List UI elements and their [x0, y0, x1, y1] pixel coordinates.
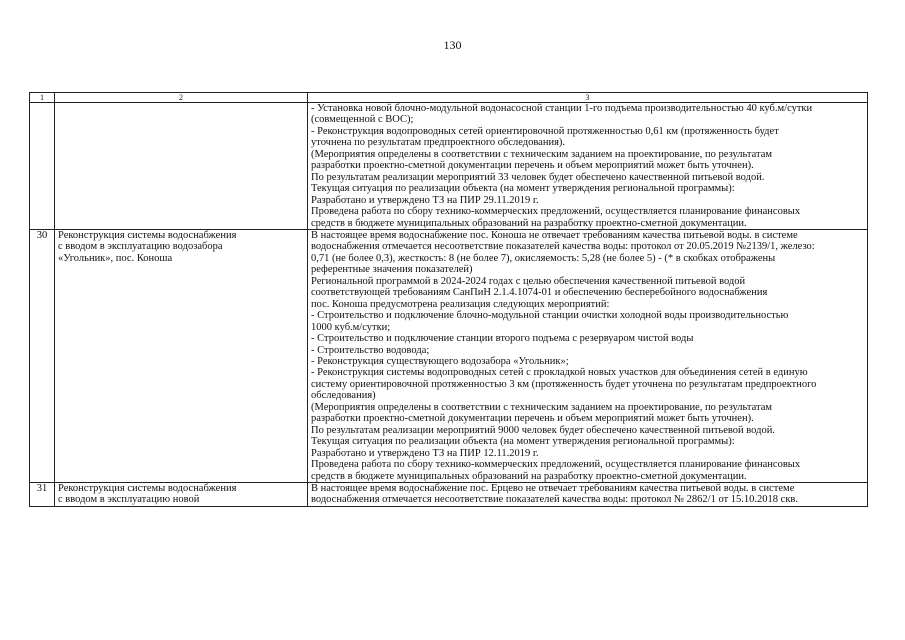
description-line: По результатам реализации мероприятий 9000 человек будет обеспечено качественной питьевой водой.: [311, 424, 775, 436]
description-line: Текущая ситуация по реализации объекта (на момент утверждения региональной программы):: [311, 436, 735, 448]
object-name-line: Реконструкция системы водоснабжения: [58, 482, 237, 494]
row-number-cell: 31: [30, 482, 55, 506]
description-line: 1000 куб.м/сутки;: [311, 321, 391, 333]
description-line: Разработано и утверждено ТЗ на ПИР 29.11.2019 г.: [311, 194, 539, 206]
column-header-1: 1: [30, 93, 55, 103]
description-line: В настоящее время водоснабжение пос. Ерцево не отвечает требованиям качества питьевой воды. в системе: [311, 482, 795, 494]
description-line: (совмещенной с ВОС);: [311, 114, 414, 126]
object-name-line: с вводом в эксплуатацию новой: [58, 494, 200, 506]
description-line: Региональной программой в 2024-2024 годах с целью обеспечения качественной питьевой водой: [311, 275, 746, 287]
object-name-cell: [55, 482, 308, 506]
description-line: соответствующей требованиям СанПиН 2.1.4.1074-01 и обеспечению бесперебойного водоснабжения: [311, 287, 768, 299]
description-line: - Реконструкция водопроводных сетей ориентировочной протяженностью 0,61 км (протяженность будет: [311, 125, 779, 137]
program-table: [29, 92, 868, 507]
description-line: В настоящее время водоснабжение пос. Коноша не отвечает требованиям качества питьевой воды. в системе: [311, 229, 798, 241]
description-cell: [308, 482, 868, 506]
description-line: (Мероприятия определены в соответствии с техническим заданием на проектирование, по результатам: [311, 401, 773, 413]
description-line: (Мероприятия определены в соответствии с техническим заданием на проектирование, по результатам: [311, 148, 773, 160]
description-line: референтные значения показателей): [311, 264, 473, 276]
column-header-3: 3: [308, 93, 868, 103]
row-number-cell: [30, 103, 55, 230]
description-line: Проведена работа по сбору технико-коммерческих предложений, осуществляется планирование финансовых: [311, 206, 801, 218]
column-number-header: [30, 93, 868, 103]
description-line: пос. Коноша предусмотрена реализация следующих мероприятий:: [311, 298, 610, 310]
object-name-cell: [55, 229, 308, 482]
description-line: Разработано и утверждено ТЗ на ПИР 12.11.2019 г.: [311, 447, 539, 459]
description-line: Текущая ситуация по реализации объекта (на момент утверждения региональной программы):: [311, 183, 735, 195]
description-line: систему ориентировочной протяженностью 3 км (протяженность будет уточнена по результатам предпроектного: [311, 378, 817, 390]
description-line: средств в бюджете муниципальных образований на разработку проектно-сметной документации.: [311, 217, 747, 229]
description-line: - Строительство и подключение блочно-модульной станции очистки холодной воды производительностью: [311, 310, 789, 322]
column-header-2: 2: [55, 93, 308, 103]
description-cell: [308, 229, 868, 482]
description-cell: [308, 103, 868, 230]
description-line: разработки проектно-сметной документации перечень и объем мероприятий может быть уточнен).: [311, 160, 754, 172]
description-line: водоснабжения отмечается несоответствие показателей качества воды: протокол № 2862/1 от 15.10.2018 скв.: [311, 494, 799, 506]
description-line: водоснабжения отмечается несоответствие показателей качества воды: протокол от 20.05.2019 №2139/1, железо:: [311, 241, 815, 253]
object-name-cell: [55, 103, 308, 230]
description-line: Проведена работа по сбору технико-коммерческих предложений, осуществляется планирование финансовых: [311, 459, 801, 471]
object-name-line: «Угольник», пос. Коноша: [58, 252, 173, 264]
table-row: [30, 482, 868, 506]
description-line: - Строительство и подключение станции второго подъема с резервуаром чистой воды: [311, 333, 694, 345]
description-line: средств в бюджете муниципальных образований на разработку проектно-сметной документации.: [311, 470, 747, 482]
page-number: 130: [443, 38, 462, 52]
description-line: По результатам реализации мероприятий 33 человек будет обеспечено качественной питьевой водой.: [311, 171, 765, 183]
table-row: [30, 103, 868, 230]
description-line: - Установка новой блочно-модульной водонасосной станции 1-го подъема производительностью 40 куб.м/сутки: [311, 103, 813, 114]
row-number-cell: 30: [30, 229, 55, 482]
description-line: 0,71 (не более 0,3), жесткость: 8 (не более 7), окисляемость: 5,28 (не более 5) - (* в скобках отображены: [311, 252, 776, 264]
description-line: - Реконструкция существующего водозабора «Угольник»;: [311, 355, 569, 367]
description-line: уточнена по результатам предпроектного обследования).: [311, 137, 566, 149]
description-line: - Строительство водовода;: [311, 344, 430, 356]
description-line: - Реконструкция системы водопроводных сетей с прокладкой новых участков для объединения сетей в единую: [311, 367, 808, 379]
object-name-line: с вводом в эксплуатацию водозабора: [58, 241, 223, 253]
description-line: разработки проектно-сметной документации перечень и объем мероприятий может быть уточнен).: [311, 413, 754, 425]
table-row: [30, 229, 868, 482]
description-line: обследования): [311, 390, 376, 402]
object-name-line: Реконструкция системы водоснабжения: [58, 229, 237, 241]
